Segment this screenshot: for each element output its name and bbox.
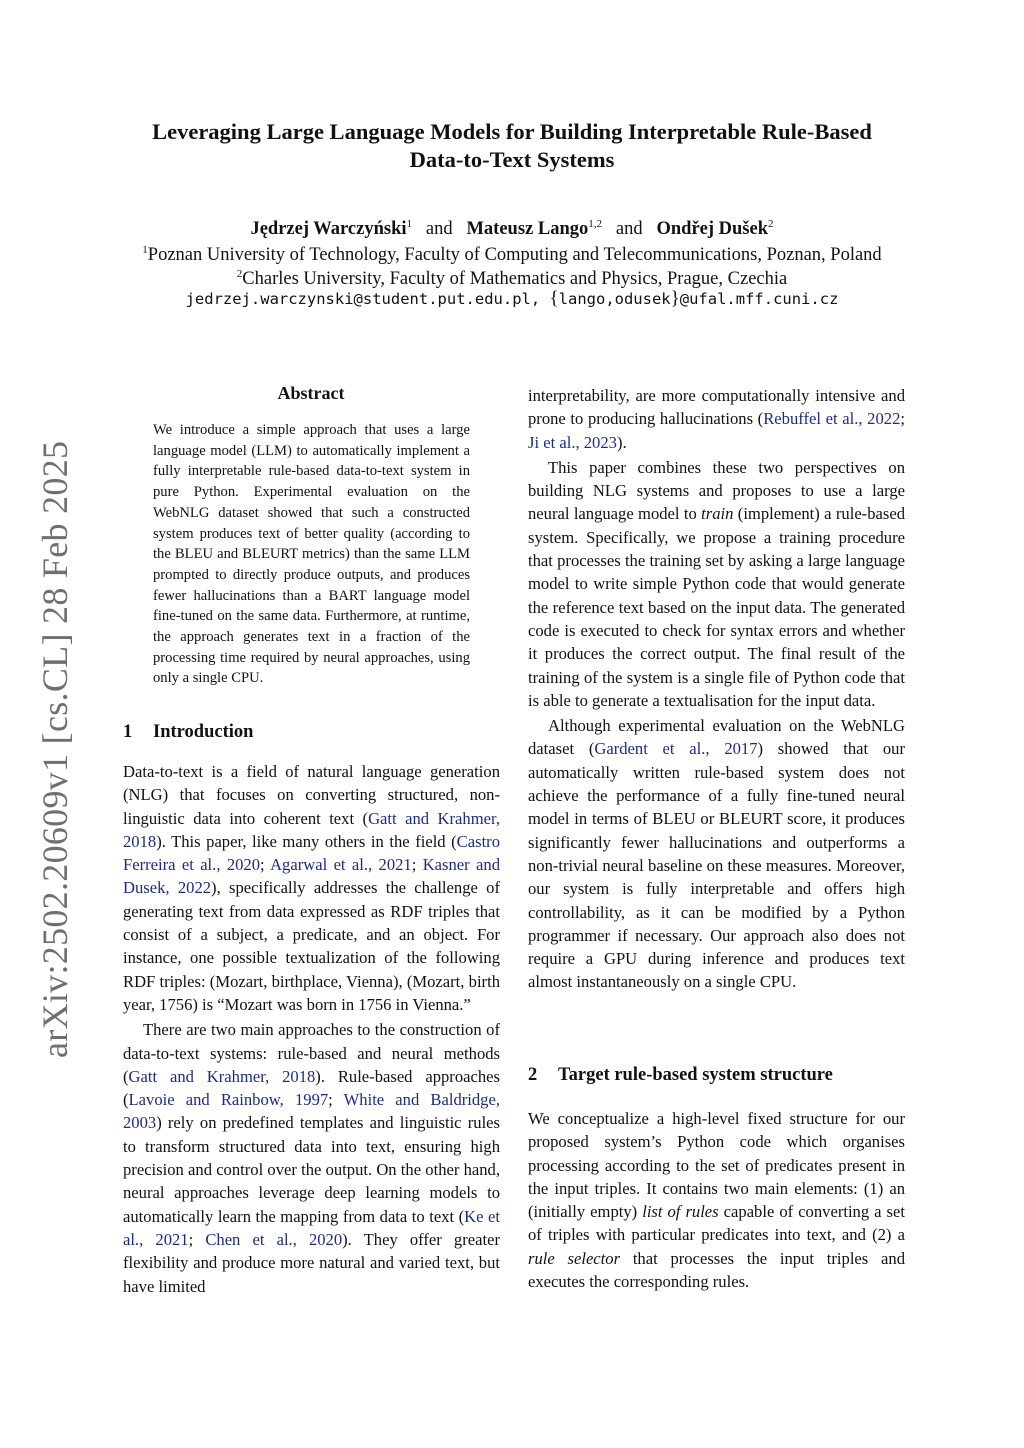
author-separator: and bbox=[425, 219, 453, 239]
text-run: capable of converting a set of triples with particular predicates into text, and (2) a bbox=[528, 1202, 905, 1245]
text-run: There are two main approaches to the construction of data-to-text systems: rule-based and neural methods ( bbox=[123, 1020, 500, 1086]
text-run: ), specifically addresses the challenge of generating text from data expressed as RDF triples that consist of a subject, a predicate, and an object. For instance, one possible textualization of the following RDF triples: (Mozart, birthplace, Vienna), (Mozart, birth year, 1756) is “Mozart was born in 1756 in Vienna.” bbox=[123, 878, 500, 1014]
author-affiliation-mark: 2 bbox=[768, 218, 774, 230]
title-line-1: Leveraging Large Language Models for Building Interpretable Rule-Based bbox=[152, 119, 872, 144]
title-line-2: Data-to-Text Systems bbox=[409, 147, 615, 172]
author-affiliation-mark: 1,2 bbox=[588, 218, 603, 230]
section-number: 2 bbox=[528, 1065, 538, 1085]
citation-link[interactable]: Kasner and Dusek, 2022 bbox=[123, 855, 500, 898]
section-title: Target rule-based system structure bbox=[558, 1065, 833, 1085]
author-name: Ondřej Dušek bbox=[656, 219, 769, 239]
text-run: ; bbox=[260, 855, 271, 875]
affiliation-mark: 2 bbox=[236, 268, 243, 280]
citation-link[interactable]: Chen et al., 2020 bbox=[205, 1229, 343, 1249]
paper-title bbox=[100, 118, 924, 174]
text-run: interpretability, are more computationally intensive and prone to producing hallucinations ( bbox=[528, 386, 905, 429]
author-separator: and bbox=[615, 219, 643, 239]
citation-link[interactable]: Rebuffel et al., 2022 bbox=[763, 409, 901, 429]
affiliation-text: Charles University, Faculty of Mathematics and Physics, Prague, Czechia bbox=[242, 269, 788, 289]
citation-link[interactable]: Lavoie and Rainbow, 1997 bbox=[128, 1090, 329, 1110]
text-run: ). bbox=[616, 432, 627, 452]
citation-link[interactable]: White and Baldridge, 2003 bbox=[123, 1090, 500, 1133]
email-names[interactable]: lango,odusek bbox=[558, 290, 671, 308]
abstract-text: We introduce a simple approach that uses a large language model (LLM) to automatically implement a fully interpretable rule-based data-to-text system in pure Python. Experimental evaluation on the WebNLG dataset showed that such a constructed system produces text of better quality (according to the BLEU and BLEURT metrics) than the same LLM prompted to directly produce outputs, and produces fewer hallucinations than a BART language model fine-tuned on the same data. Furthermore, at runtime, the approach generates text in a fraction of the processing time required by neural approaches, using only a single CPU. bbox=[153, 422, 470, 687]
email-brace-close: } bbox=[670, 288, 680, 309]
citation-link[interactable]: Castro Ferreira et al., 2020 bbox=[123, 831, 500, 875]
citation-link[interactable]: Gatt and Krahmer, 2018 bbox=[128, 1066, 316, 1086]
paragraph bbox=[528, 714, 905, 994]
text-run: ; bbox=[188, 1229, 206, 1249]
citation-link[interactable]: Agarwal et al., 2021 bbox=[270, 855, 412, 875]
author-affiliation-mark: 1 bbox=[406, 218, 412, 230]
author-name: Jędrzej Warczyński bbox=[250, 219, 407, 239]
text-run: ) rely on predefined templates and linguistic rules to transform structured data into text, ensuring high precision and control over the output. On the other hand, neural approaches leverage deep learning models to automatically learn the mapping from data to text ( bbox=[123, 1113, 500, 1226]
section-2-body bbox=[528, 1107, 905, 1293]
text-run: We conceptualize a high-level fixed structure for our proposed system’s Python code which organises processing according to the set of predicates present in the input triples. It contains two main elements: (1) an (initially empty) bbox=[528, 1109, 905, 1222]
affiliation-text: Poznan University of Technology, Faculty of Computing and Telecommunications, Poznan, Poland bbox=[147, 245, 882, 265]
emphasis: train bbox=[701, 504, 734, 524]
text-run: Although experimental evaluation on the WebNLG dataset ( bbox=[528, 716, 905, 759]
emphasis: list of rules bbox=[642, 1202, 719, 1222]
text-run: This paper combines these two perspectives on building NLG systems and proposes to use a large neural language model to bbox=[528, 457, 905, 524]
citation-link[interactable]: Ke et al., 2021 bbox=[123, 1206, 500, 1249]
paragraph bbox=[123, 1018, 500, 1298]
citation-link[interactable]: Ji et al., 2023 bbox=[528, 432, 617, 452]
affiliation-mark: 1 bbox=[142, 244, 148, 256]
paragraph bbox=[123, 760, 500, 1016]
section-heading-introduction bbox=[123, 722, 253, 743]
text-run: (implement) a rule-based system. Specifically, we propose a training procedure that processes the training set by asking a large language model to write simple Python code that would generate the reference text based on the input data. The generated code is executed to check for syntax errors and whether it produces the correct output. The final result of the training of the system is a single file of Python code that is able to generate a textualisation for the input data. bbox=[528, 504, 905, 710]
text-run: ). Rule-based approaches ( bbox=[123, 1066, 500, 1110]
text-run: ; bbox=[900, 409, 905, 429]
text-run: ). This paper, like many others in the field ( bbox=[156, 831, 457, 851]
emphasis: rule selector bbox=[528, 1248, 621, 1268]
author-list bbox=[80, 212, 944, 241]
email-brace-open: { bbox=[549, 288, 559, 309]
paragraph bbox=[528, 384, 905, 454]
email-address[interactable]: jedrzej.warczynski@student.put.edu.pl, bbox=[185, 290, 541, 308]
text-run: ; bbox=[328, 1090, 344, 1110]
right-column-body bbox=[528, 384, 905, 994]
text-run: Data-to-text is a field of natural language generation (NLG) that focuses on converting structured, non-linguistic data into coherent text ( bbox=[123, 762, 500, 828]
text-run: ) showed that our automatically written rule-based system does not achieve the performance of a fully fine-tuned neural model in terms of BLEU or BLEURT score, it produces significantly fewer hallucinations and outperforms a non-trivial neural baseline on these measures. Moreover, our system is fully interpretable and offers high controllability, as it can be modified by a Python programmer if necessary. Our approach also does not require a GPU during inference and produces text almost instantaneously on a single CPU. bbox=[528, 739, 906, 992]
citation-link[interactable]: Gardent et al., 2017 bbox=[594, 739, 758, 759]
section-heading-target-structure bbox=[528, 1065, 833, 1086]
introduction-body bbox=[123, 760, 500, 1298]
paragraph bbox=[528, 456, 905, 712]
author-emails bbox=[60, 287, 964, 311]
paragraph bbox=[528, 1107, 905, 1293]
email-domain[interactable]: @ufal.mff.cuni.cz bbox=[679, 290, 839, 308]
arxiv-identifier: arXiv:2502.20609v1 [cs.CL] 28 Feb 2025 bbox=[35, 440, 75, 1058]
text-run: ; bbox=[411, 855, 423, 875]
author-name: Mateusz Lango bbox=[466, 219, 589, 239]
citation-link[interactable]: Gatt and Krahmer, 2018 bbox=[123, 808, 500, 851]
text-run: that processes the input triples and executes the corresponding rules. bbox=[528, 1248, 905, 1292]
section-number: 1 bbox=[123, 722, 133, 742]
text-run: ). They offer greater flexibility and produce more natural and varied text, but have limited bbox=[123, 1229, 500, 1296]
section-title: Introduction bbox=[153, 722, 254, 742]
abstract-heading: Abstract bbox=[277, 383, 345, 403]
